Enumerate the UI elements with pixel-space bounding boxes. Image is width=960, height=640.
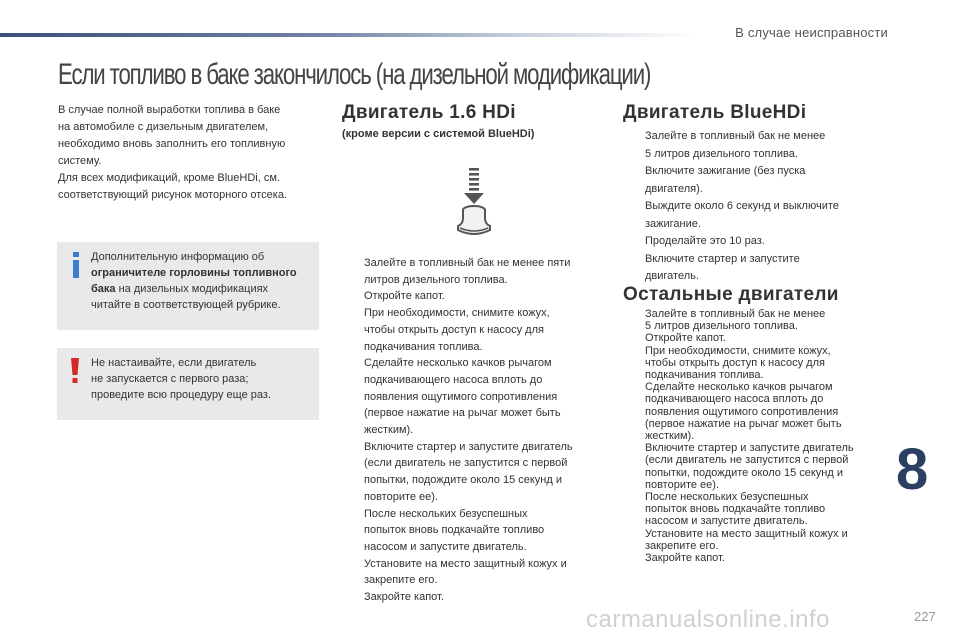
step-line: повторите ее). — [645, 478, 720, 491]
list-item — [623, 332, 885, 344]
info-note — [57, 242, 319, 330]
step-line: (если двигатель не запустится с первой — [364, 457, 568, 470]
step-line: появления ощутимого сопротивления — [645, 405, 839, 418]
page-title: Если топливо в баке закончилось (на дизельной модификации) — [58, 58, 651, 91]
step-line: Откройте капот. — [645, 332, 726, 345]
list-item — [623, 128, 885, 163]
step-line: двигателя). — [645, 182, 703, 195]
hdi-steps — [342, 255, 604, 606]
step-line: подкачивающего насоса вплоть до — [645, 393, 824, 406]
step-line: жестким). — [645, 430, 695, 443]
warning-icon — [70, 358, 80, 384]
step-line: Включите стартер и запустите двигатель — [645, 442, 854, 455]
list-item — [623, 381, 885, 442]
step-line: чтобы открыть доступ к насосу для — [645, 356, 825, 369]
info-note-line: читайте в соответствующей рубрике. — [91, 299, 281, 311]
step-line: насосом и запустите двигатель. — [645, 515, 808, 528]
step-line: При необходимости, снимите кожух, — [645, 344, 831, 357]
step-line: Закройте капот. — [645, 552, 725, 565]
header-band — [0, 33, 700, 37]
step-line: попыток вновь подкачайте топливо — [364, 524, 545, 537]
step-line: попытки, подождите около 15 секунд и — [364, 474, 562, 487]
warning-note-line: не запускается с первого раза; — [91, 373, 249, 385]
intro-line: В случае полной выработки топлива в баке — [58, 104, 281, 116]
hdi-subtitle: (кроме версии с системой BlueHDi) — [342, 128, 535, 140]
intro-line: Для всех модификаций, кроме BlueHDi, см. — [58, 172, 280, 184]
step-line: После нескольких безуспешных — [645, 491, 809, 504]
list-item — [623, 528, 885, 552]
step-line: литров дизельного топлива. — [364, 273, 508, 286]
section-header: В случае неисправности — [735, 25, 888, 40]
step-line: Откройте капот. — [364, 290, 445, 303]
info-note-line — [91, 265, 313, 281]
intro-line: необходимо вновь заполнить его топливную — [58, 138, 286, 150]
step-line: закрепите его. — [364, 574, 438, 587]
step-line: подкачивания топлива. — [645, 369, 764, 382]
list-item — [623, 552, 885, 564]
step-line: Сделайте несколько качков рычагом — [364, 357, 552, 370]
step-line: Включите зажигание (без пуска — [645, 165, 806, 177]
fuel-pump-icon — [452, 166, 496, 238]
watermark: carmanualsonline.info — [586, 606, 830, 633]
step-line: При необходимости, снимите кожух, — [364, 307, 550, 320]
info-note-line: Дополнительную информацию об — [91, 251, 265, 263]
bluehdi-steps — [623, 128, 885, 286]
step-line: Залейте в топливный бак не менее пяти — [364, 257, 571, 269]
info-note-rest: на дизельных модификациях — [115, 283, 269, 295]
list-item — [342, 439, 604, 506]
list-item — [342, 556, 604, 589]
step-line: попыток вновь подкачайте топливо — [645, 503, 826, 516]
step-line: чтобы открыть доступ к насосу для — [364, 323, 544, 336]
list-item — [623, 491, 885, 528]
step-line: Выждите около 6 секунд и выключите — [645, 200, 839, 212]
step-line: Включите стартер и запустите — [645, 252, 800, 265]
step-line: попытки, подождите около 15 секунд и — [645, 466, 843, 479]
step-line: Залейте в топливный бак не менее — [645, 308, 826, 320]
list-item — [342, 355, 604, 439]
list-item — [623, 251, 885, 286]
list-item — [623, 345, 885, 382]
step-line: двигатель. — [645, 270, 699, 282]
step-line: появления ощутимого сопротивления — [364, 390, 558, 403]
step-line: зажигание. — [645, 217, 701, 230]
step-line: Закройте капот. — [364, 591, 444, 604]
chapter-number: 8 — [896, 437, 927, 502]
list-item — [623, 442, 885, 491]
step-line: подкачивающего насоса вплоть до — [364, 373, 543, 386]
step-line: После нескольких безуспешных — [364, 507, 528, 520]
list-item — [342, 506, 604, 556]
other-engines-title: Остальные двигатели — [623, 284, 839, 305]
step-line: Залейте в топливный бак не менее — [645, 130, 826, 142]
step-line: насосом и запустите двигатель. — [364, 540, 527, 553]
intro-line: систему. — [58, 155, 102, 167]
step-line: 5 литров дизельного топлива. — [645, 147, 798, 160]
warning-note — [57, 348, 319, 420]
list-item — [342, 305, 604, 355]
warning-note-text — [91, 355, 313, 403]
step-line: 5 литров дизельного топлива. — [645, 320, 798, 333]
step-line: закрепите его. — [645, 539, 719, 552]
list-item — [623, 233, 885, 251]
info-icon — [71, 252, 81, 278]
other-engines-steps — [623, 308, 885, 564]
step-line: (если двигатель не запустится с первой — [645, 454, 849, 467]
info-note-bold: ограничителе горловины топливного — [91, 267, 297, 279]
info-note-line — [91, 281, 313, 297]
warning-note-line: проведите всю процедуру еще раз. — [91, 389, 271, 401]
info-note-text — [91, 249, 313, 313]
list-item — [623, 163, 885, 198]
step-line: Установите на место защитный кожух и — [645, 527, 848, 540]
intro-line: на автомобиле с дизельным двигателем, — [58, 121, 269, 133]
hdi-title: Двигатель 1.6 HDi — [342, 102, 516, 123]
list-item — [623, 198, 885, 233]
step-line: Включите стартер и запустите двигатель — [364, 440, 573, 453]
step-line: Установите на место защитный кожух и — [364, 557, 567, 570]
step-line: Проделайте это 10 раз. — [645, 235, 765, 247]
warning-note-line: Не настаивайте, если двигатель — [91, 357, 257, 369]
intro-line: соответствующий рисунок моторного отсека. — [58, 189, 288, 201]
list-item — [623, 308, 885, 332]
list-item — [342, 288, 604, 305]
list-item — [342, 589, 604, 606]
step-line: подкачивания топлива. — [364, 340, 483, 353]
step-line: жестким). — [364, 424, 414, 437]
page-number: 227 — [914, 609, 936, 624]
intro-text — [58, 102, 318, 204]
list-item — [342, 255, 604, 288]
step-line: (первое нажатие на рычаг может быть — [645, 417, 842, 430]
step-line: повторите ее). — [364, 490, 439, 503]
step-line: Сделайте несколько качков рычагом — [645, 381, 833, 394]
step-line: (первое нажатие на рычаг может быть — [364, 407, 561, 420]
info-note-bold: бака — [91, 283, 116, 295]
bluehdi-title: Двигатель BlueHDi — [623, 102, 807, 123]
